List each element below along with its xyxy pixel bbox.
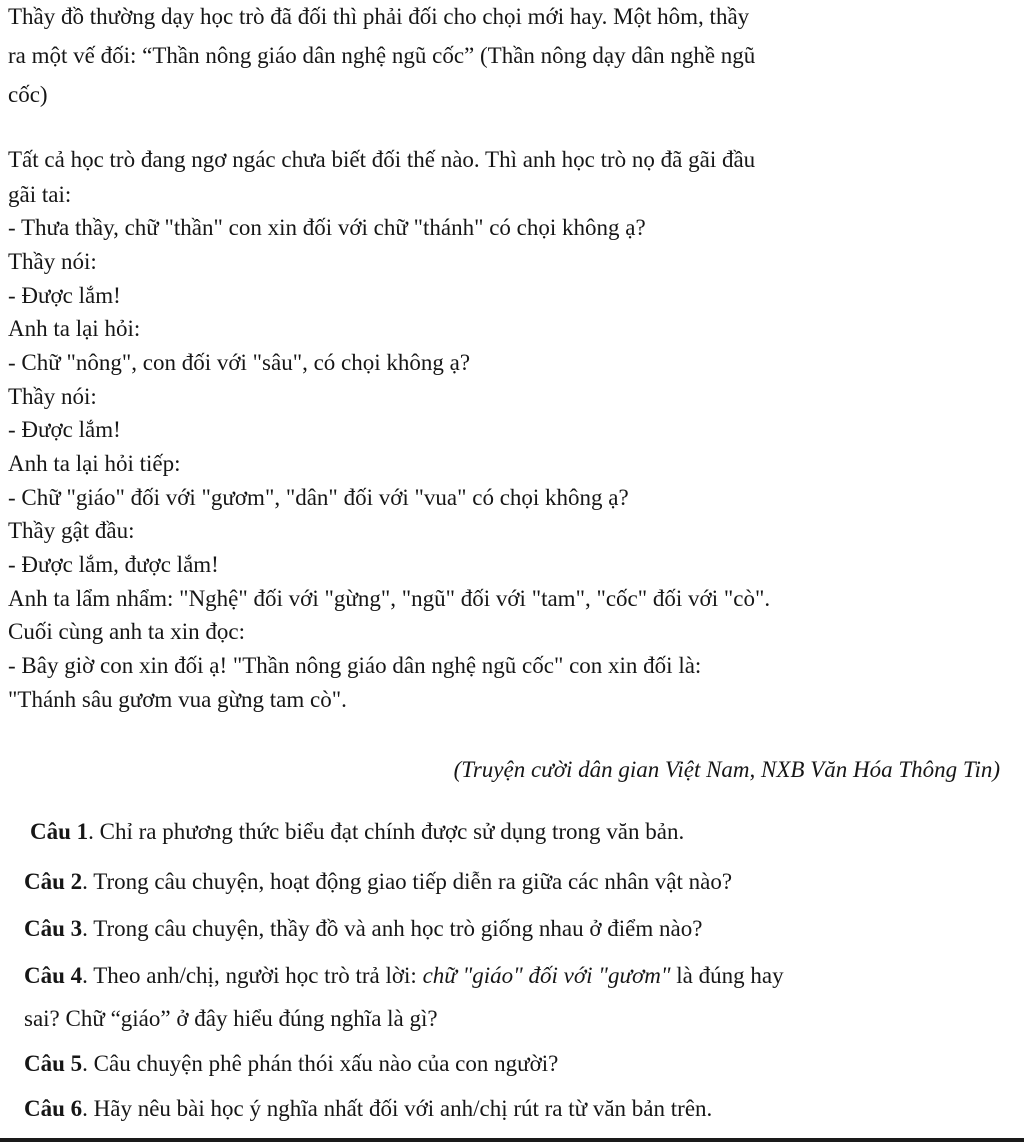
story-line: Thầy đồ thường dạy học trò đã đối thì phải đối cho chọi mới hay. Một hôm, thầy bbox=[8, 4, 750, 29]
question-label: Câu 2 bbox=[24, 869, 83, 894]
story-line: - Chữ "giáo" đối với "gươm", "dân" đối với "vua" có chọi không ạ? bbox=[8, 485, 629, 510]
question-text: . Hãy nêu bài học ý nghĩa nhất đối với anh/chị rút ra từ văn bản trên. bbox=[82, 1096, 713, 1121]
question-text: . Trong câu chuyện, thầy đồ và anh học trò giống nhau ở điểm nào? bbox=[82, 916, 703, 941]
question-label: Câu 4 bbox=[24, 963, 83, 988]
question-2 bbox=[24, 867, 732, 897]
story-line: Cuối cùng anh ta xin đọc: bbox=[8, 619, 245, 644]
story-line: Thầy nói: bbox=[8, 249, 97, 274]
story-line: Tất cả học trò đang ngơ ngác chưa biết đối thế nào. Thì anh học trò nọ đã gãi đầu bbox=[8, 147, 756, 172]
question-4-continued: sai? Chữ “giáo” ở đây hiểu đúng nghĩa là gì? bbox=[24, 1006, 438, 1031]
question-5 bbox=[24, 1049, 558, 1079]
story-line: - Được lắm! bbox=[8, 283, 121, 308]
question-4 bbox=[24, 961, 784, 991]
question-label: Câu 1 bbox=[30, 819, 89, 844]
story-line: Anh ta lại hỏi: bbox=[8, 316, 141, 341]
question-label: Câu 6 bbox=[24, 1096, 83, 1121]
story-line: Thầy nói: bbox=[8, 384, 97, 409]
question-text: . Câu chuyện phê phán thói xấu nào của con người? bbox=[82, 1051, 559, 1076]
question-1 bbox=[30, 817, 684, 847]
question-text: . Trong câu chuyện, hoạt động giao tiếp diễn ra giữa các nhân vật nào? bbox=[82, 869, 733, 894]
question-quote: chữ "giáo" đối với "gươm" bbox=[422, 963, 671, 988]
question-3 bbox=[24, 914, 702, 944]
story-line: ra một vế đối: “Thần nông giáo dân nghệ ngũ cốc” (Thần nông dạy dân nghề ngũ bbox=[8, 43, 756, 68]
story-line: cốc) bbox=[8, 82, 48, 107]
story-line: Anh ta lại hỏi tiếp: bbox=[8, 451, 181, 476]
story-line: Thầy gật đầu: bbox=[8, 518, 135, 543]
story-line: - Được lắm! bbox=[8, 417, 121, 442]
question-label: Câu 3 bbox=[24, 916, 83, 941]
story-line: gãi tai: bbox=[8, 182, 72, 207]
question-6 bbox=[24, 1094, 712, 1124]
story-line: - Chữ "nông", con đối với "sâu", có chọi không ạ? bbox=[8, 350, 471, 375]
story-line: - Được lắm, được lắm! bbox=[8, 552, 219, 577]
question-text: . Chỉ ra phương thức biểu đạt chính được sử dụng trong văn bản. bbox=[88, 819, 685, 844]
story-line: - Bây giờ con xin đối ạ! "Thần nông giáo dân nghệ ngũ cốc" con xin đối là: bbox=[8, 653, 702, 678]
story-line: - Thưa thầy, chữ "thần" con xin đối với chữ "thánh" có chọi không ạ? bbox=[8, 215, 646, 240]
bottom-border bbox=[0, 1138, 1024, 1142]
story-line: Anh ta lẩm nhẩm: "Nghệ" đối với "gừng", "ngũ" đối với "tam", "cốc" đối với "cò". bbox=[8, 586, 771, 611]
story-line: "Thánh sâu gươm vua gừng tam cò". bbox=[8, 687, 347, 712]
question-label: Câu 5 bbox=[24, 1051, 83, 1076]
story-source-citation: (Truyện cười dân gian Việt Nam, NXB Văn Hóa Thông Tin) bbox=[453, 757, 1000, 782]
question-text: . Theo anh/chị, người học trò trả lời: bbox=[82, 963, 423, 988]
question-text: là đúng hay bbox=[670, 963, 784, 988]
